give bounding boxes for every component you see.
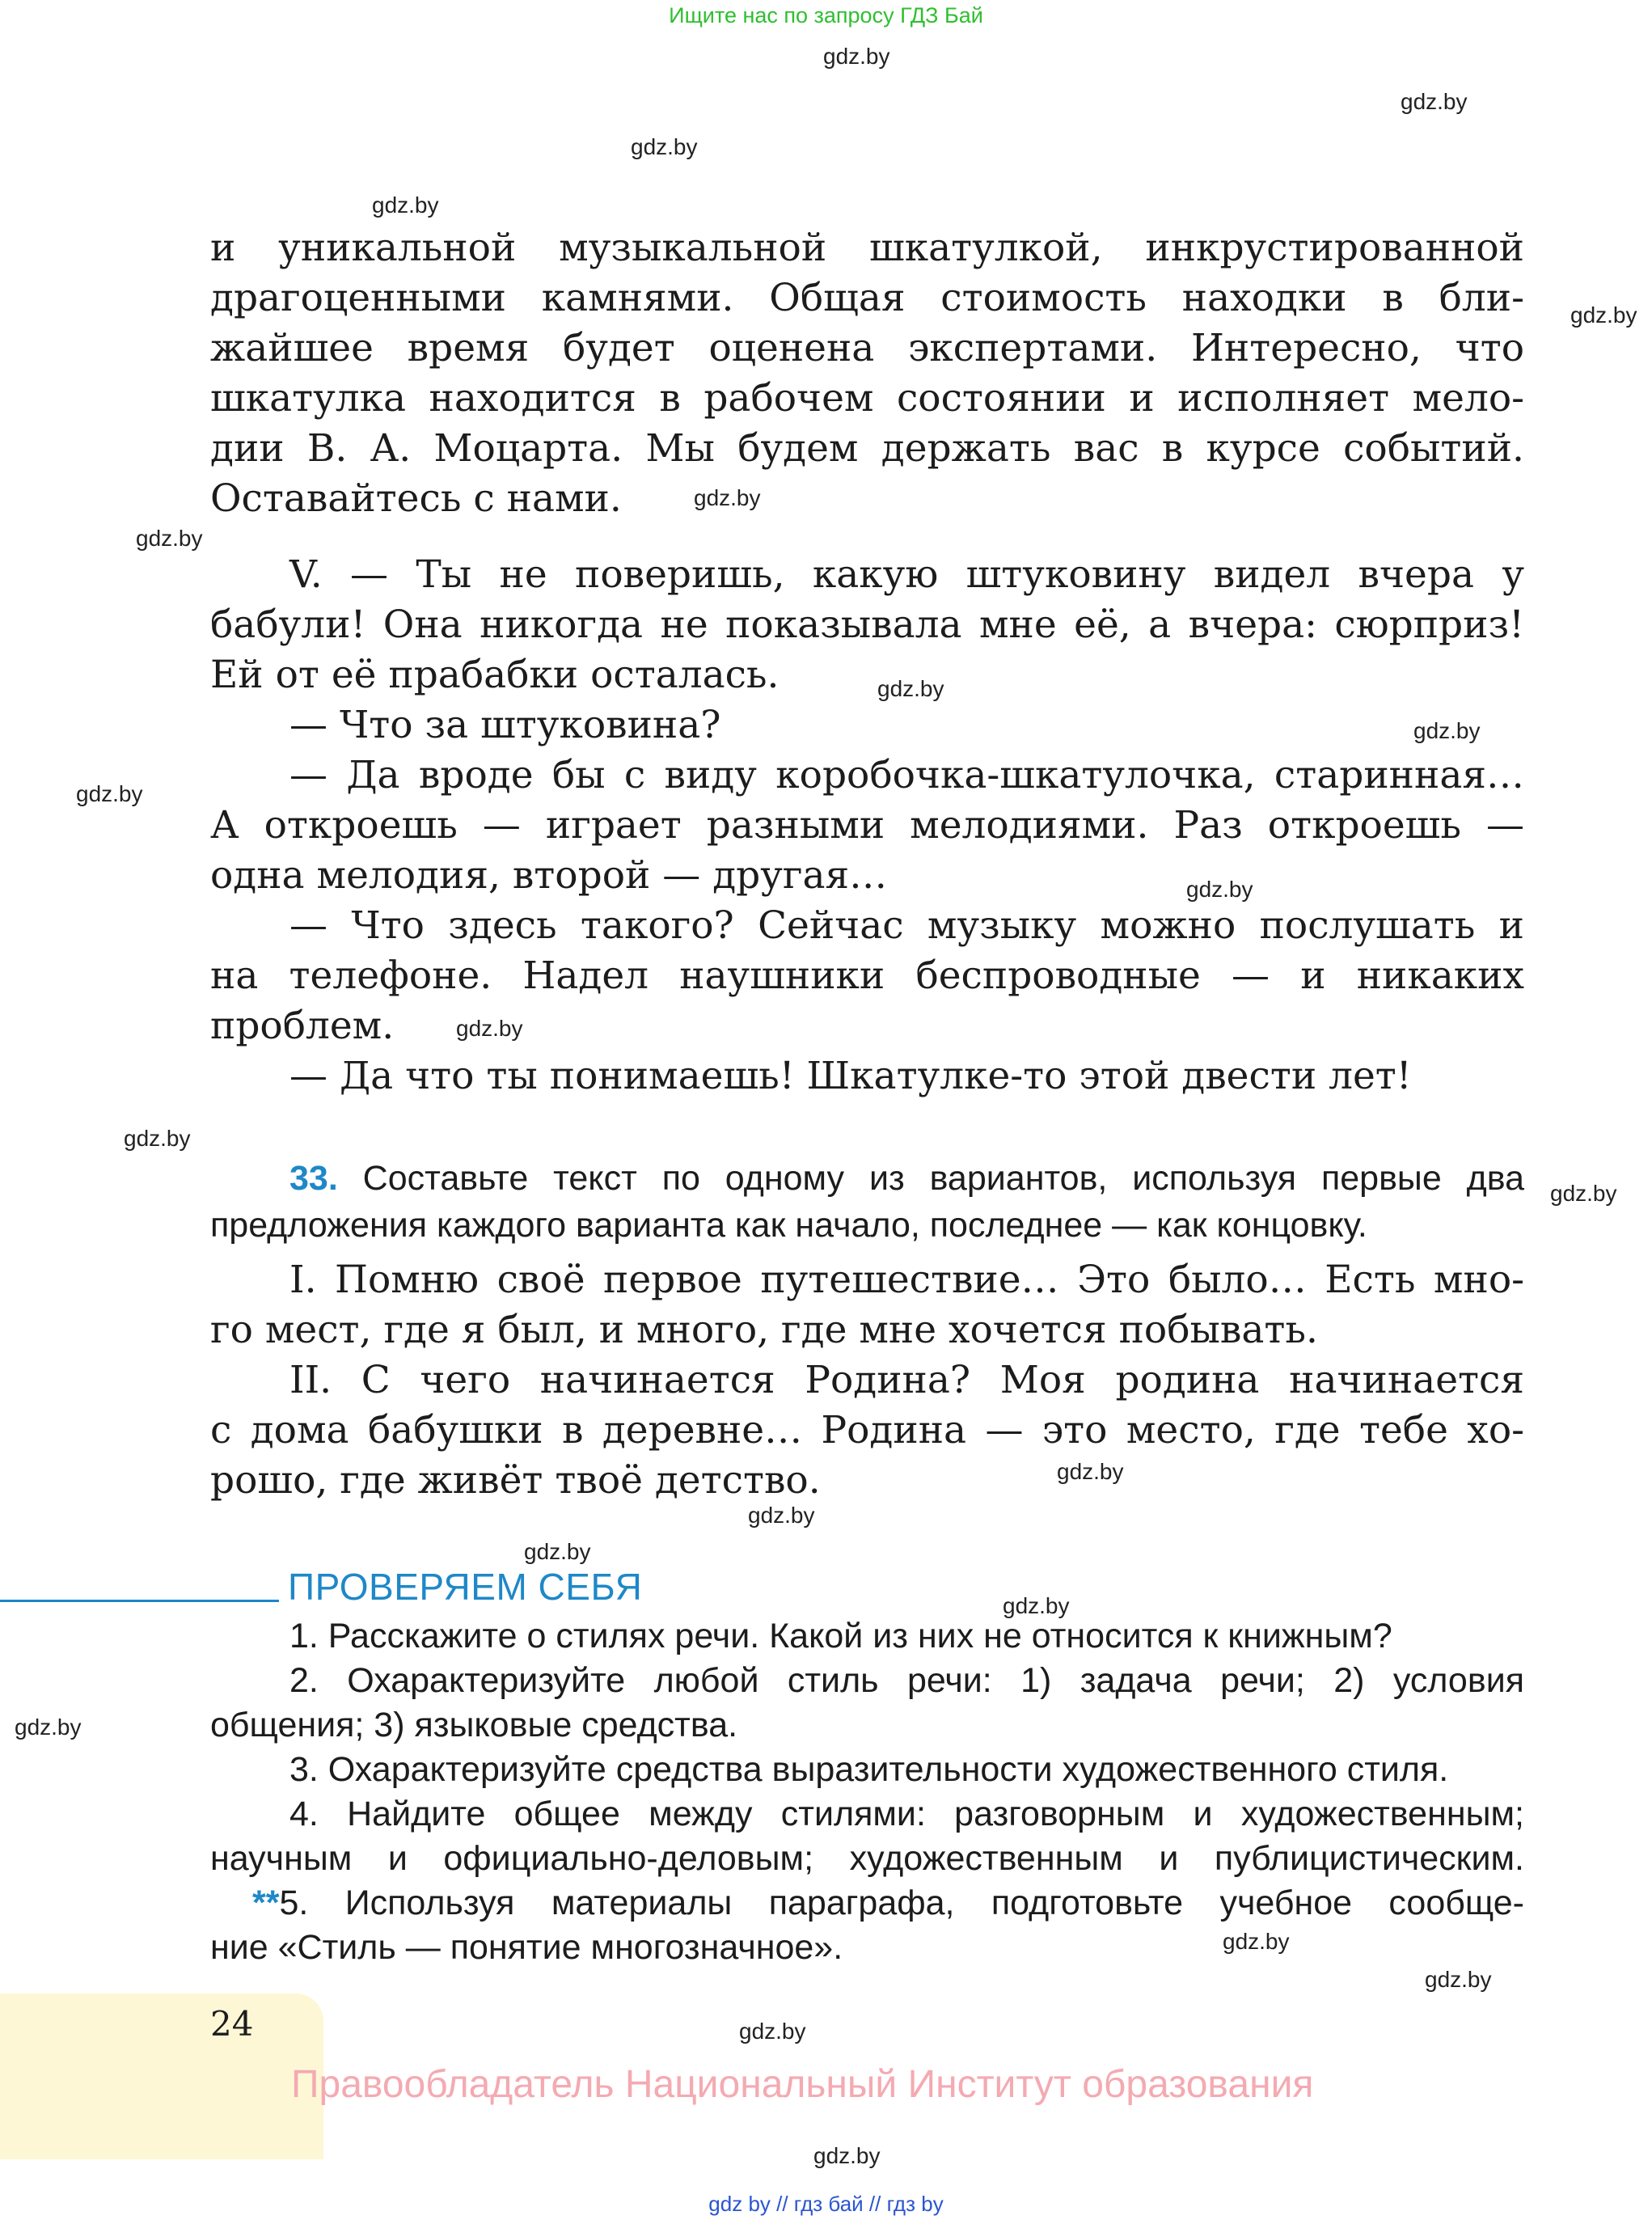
task-33: [210, 1155, 1524, 1249]
text-line: — Что здесь такого? Сейчас музыку можно послушать и: [289, 903, 1524, 948]
watermark: gdz.by: [1570, 302, 1637, 328]
watermark: gdz.by: [136, 526, 203, 551]
variant-line: го мест, где я был, и много, где мне хочется побывать.: [210, 1308, 1318, 1352]
watermark: gdz.by: [456, 1016, 523, 1041]
text-line: бабули! Она никогда не показывала мне её, а вчера: сюрприз!: [210, 603, 1524, 647]
text-line: — Да вроде бы с виду коробочка-шкатулочка, старинная…: [289, 753, 1524, 797]
text-line: дии В. А. Моцарта. Мы будем держать вас в курсе событий.: [210, 426, 1524, 471]
variant-line: II. С чего начинается Родина? Моя родина начинается: [289, 1358, 1524, 1402]
watermark: gdz.by: [1401, 89, 1468, 114]
text-line: драгоценными камнями. Общая стоимость находки в бли-: [210, 276, 1524, 320]
question-line: 4. Найдите общее между стилями: разговорным и художественным;: [289, 1795, 1524, 1833]
watermark: gdz.by: [877, 676, 944, 701]
question-text: 5. Используя материалы параграфа, подготовьте учебное сообще-: [279, 1884, 1524, 1922]
text-line: шкатулка находится в рабочем состоянии и исполняет мело-: [210, 376, 1524, 421]
watermark: gdz.by: [76, 781, 143, 806]
watermark: gdz.by: [813, 2143, 881, 2168]
task-line: предложения каждого варианта как начало, последнее — как концовку.: [210, 1206, 1367, 1245]
watermark: gdz.by: [694, 485, 761, 510]
question-line: 3. Охарактеризуйте средства выразительности художественного стиля.: [289, 1750, 1449, 1789]
question-line: научным и официально-деловым; художественным и публицистическим.: [210, 1839, 1524, 1878]
task-line: [210, 1155, 1524, 1202]
text-line: V. — Ты не поверишь, какую штуковину видел вчера у: [289, 552, 1524, 597]
section-title: ПРОВЕРЯЕМ СЕБЯ: [288, 1566, 643, 1608]
footer-box: [0, 1994, 323, 2159]
bottom-links[interactable]: gdz by // гдз бай // гдз by: [708, 2192, 944, 2216]
watermark: gdz.by: [1425, 1967, 1492, 1992]
watermark: gdz.by: [739, 2019, 806, 2044]
section-divider: [0, 1600, 279, 1602]
watermark: gdz.by: [748, 1503, 815, 1528]
difficulty-marker: **: [252, 1884, 280, 1922]
watermark: gdz.by: [1003, 1593, 1070, 1618]
task-variants: [210, 1255, 1524, 1506]
dialogue-text: [210, 550, 1524, 1101]
question-line: 1. Расскажите о стилях речи. Какой из них не относится к книжным?: [289, 1617, 1392, 1655]
watermark: gdz.by: [15, 1715, 82, 1740]
watermark: gdz.by: [524, 1539, 591, 1564]
watermark: gdz.by: [1223, 1929, 1290, 1954]
question-line: [210, 1881, 1524, 1926]
text-line: — Да что ты понимаешь! Шкатулке-то этой двести лет!: [289, 1054, 1412, 1098]
watermark: gdz.by: [124, 1126, 191, 1151]
variant-line: I. Помню своё первое путешествие… Это было… Есть мно-: [289, 1258, 1524, 1302]
watermark: gdz.by: [1550, 1181, 1617, 1206]
top-banner[interactable]: Ищите нас по запросу ГДЗ Бай: [669, 3, 983, 27]
text-line: проблем.: [210, 1004, 395, 1048]
watermark: gdz.by: [631, 134, 698, 159]
text-line: Оставайтесь с нами.: [210, 476, 622, 521]
question-line: общения; 3) языковые средства.: [210, 1706, 738, 1744]
task-text: Составьте текст по одному из вариантов, используя первые два: [337, 1159, 1524, 1198]
watermark: gdz.by: [1413, 718, 1481, 743]
page-number: 24: [210, 2004, 254, 2044]
variant-line: рошо, где живёт твоё детство.: [210, 1458, 821, 1503]
review-questions: [210, 1614, 1524, 1970]
text-line: — Что за штуковина?: [289, 703, 721, 747]
text-line: одна мелодия, второй — другая…: [210, 853, 888, 898]
watermark: gdz.by: [1057, 1459, 1124, 1484]
text-line: на телефоне. Надел наушники беспроводные — и никаких: [210, 953, 1524, 998]
watermark: gdz.by: [1186, 877, 1253, 902]
variant-line: с дома бабушки в деревне… Родина — это место, где тебе хо-: [210, 1408, 1524, 1452]
watermark: gdz.by: [372, 192, 439, 218]
task-number: 33.: [289, 1159, 338, 1198]
watermark: gdz.by: [823, 44, 890, 69]
text-line: и уникальной музыкальной шкатулкой, инкрустированной: [210, 226, 1524, 270]
text-line: А откроешь — играет разными мелодиями. Раз откроешь —: [210, 803, 1524, 848]
text-line: жайшее время будет оценена экспертами. Интересно, что: [210, 326, 1524, 370]
news-text: [210, 223, 1524, 524]
copyright-notice: Правообладатель Национальный Институт образования: [291, 2063, 1314, 2106]
question-line: 2. Охарактеризуйте любой стиль речи: 1) задача речи; 2) условия: [289, 1661, 1524, 1700]
question-line: ние «Стиль — понятие многозначное».: [210, 1928, 843, 1967]
text-line: Ей от её прабабки осталась.: [210, 653, 780, 697]
